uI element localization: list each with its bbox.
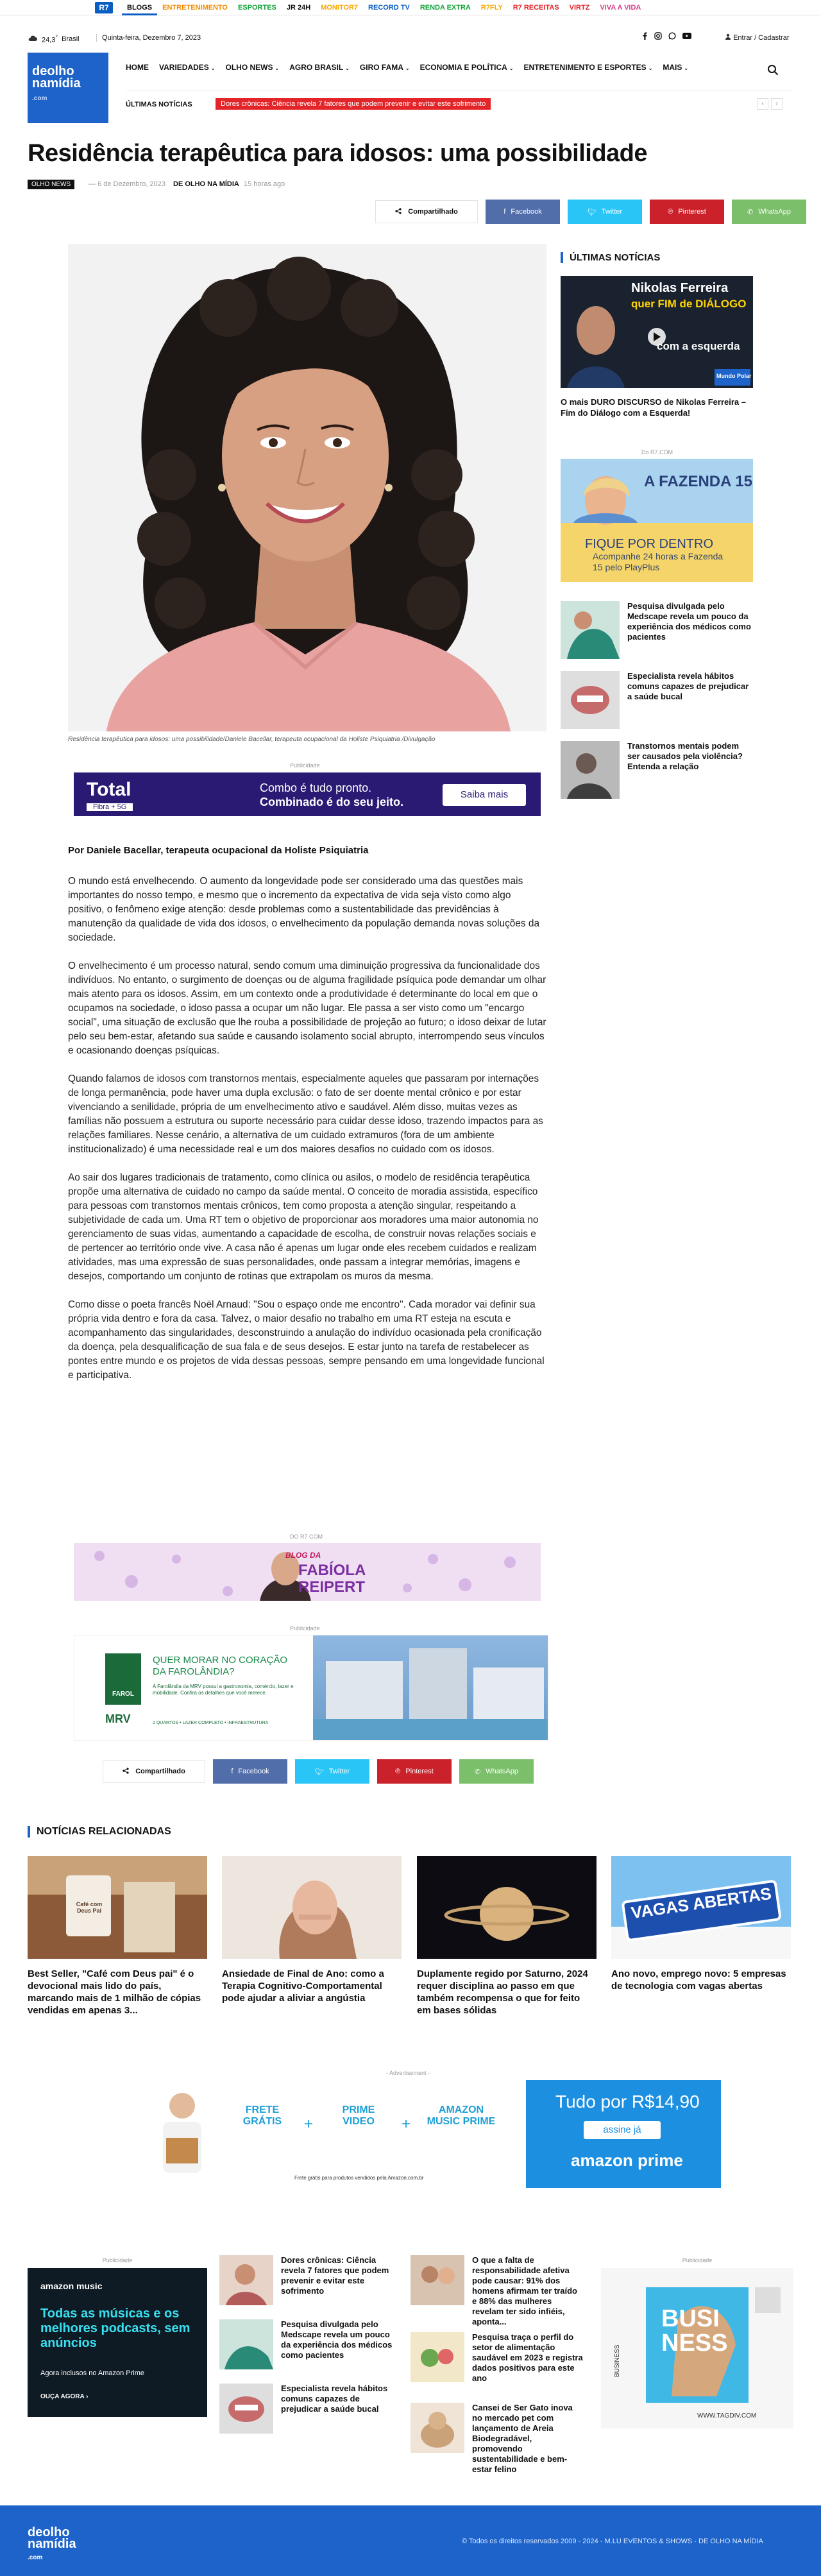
- sidebar-item[interactable]: Especialista revela hábitos comuns capazes de prejudicar a saúde bucal: [561, 671, 753, 729]
- amazon-music-ad[interactable]: amazon music Todas as músicas e os melhores podcasts, sem anúncios Agora inclusos no Amazon Prime OUÇA AGORA ›: [28, 2268, 207, 2417]
- ad-label: DO R7.COM: [290, 1533, 323, 1540]
- pinterest-share-button[interactable]: ℗ Pinterest: [377, 1759, 452, 1784]
- search-icon[interactable]: [767, 64, 779, 79]
- article-byline: Por Daniele Bacellar, terapeuta ocupacional da Holiste Psiquiatria: [68, 845, 369, 856]
- share-label: Compartilhado: [103, 1760, 205, 1783]
- chevron-down-icon: ⌄: [210, 65, 216, 71]
- blog-fabiola-banner[interactable]: BLOG DA FABÍOLA REIPERT: [74, 1543, 541, 1601]
- article-hero-image: [68, 244, 546, 731]
- article-body: [68, 874, 546, 1397]
- site-logo[interactable]: deolho namídia .com: [28, 53, 108, 123]
- r7-nav: [122, 0, 646, 15]
- related-image: [28, 1856, 207, 1959]
- footer-news-item[interactable]: Especialista revela hábitos comuns capazes de prejudicar a saúde bucal: [219, 2384, 393, 2434]
- r7-nav-item[interactable]: RENDA EXTRA: [419, 4, 471, 12]
- mrv-logo: MRV: [105, 1712, 131, 1725]
- chevron-down-icon: ⌄: [405, 65, 410, 71]
- ticker-label: ÚLTIMAS NOTÍCIAS: [126, 101, 192, 108]
- sidebar-item-image: [561, 741, 620, 799]
- amazon-prime-banner[interactable]: FRETE GRÁTIS + PRIME VIDEO + AMAZON MUSIC PRIME Frete grátis para produtos vendidos pela Amazon.com.br Tudo por R$14,90 assine já amazon prime: [137, 2080, 721, 2188]
- youtube-icon[interactable]: [682, 32, 691, 42]
- chevron-left-icon[interactable]: ‹: [757, 98, 768, 110]
- main-nav-item[interactable]: ENTRETENIMENTO E ESPORTES ⌄: [523, 63, 653, 72]
- instagram-icon[interactable]: [654, 32, 662, 42]
- user-icon: [725, 34, 733, 42]
- chevron-down-icon: ⌄: [275, 65, 280, 71]
- article-date: — 6 de Dezembro, 2023: [89, 180, 165, 188]
- pinterest-icon: ℗: [668, 208, 673, 216]
- sidebar-item[interactable]: Pesquisa divulgada pelo Medscape revela um pouco da experiência dos médicos como pacientes: [561, 601, 753, 659]
- business-ad[interactable]: BUSI NESS BUSINESS WWW.TAGDIV.COM: [601, 2268, 793, 2428]
- article-paragraph: Ao sair dos lugares tradicionais de tratamento, como clínica ou asilos, o modelo de residência terapêutica propõe uma alternativa de cuidado no campo da saúde mental. O conceito de moradia assistida, específico para pessoas com transtornos mentais crônicos, tem como proposta a atenção singular, respeitando a subjetividade de cada um. Uma RT tem o objetivo de proporcionar aos moradores uma maior autonomia no gerenciamento de suas vidas, aumentando a capacidade de escolha, de construir novas relações sociais e de pertencer ao território onde vive. A casa não é apenas um lugar onde eles recebem cuidados e realizam atividades, mas uma expressão de suas personalidades, onde passam a integrar memórias, imagens e desejos, comportando um conjunto de rotinas que extrapolam os muros da mesma.: [68, 1172, 539, 1282]
- related-item[interactable]: VAGAS ABERTAS Ano novo, emprego novo: 5 empresas de tecnologia com vagas abertas: [611, 1856, 791, 1992]
- total-cta-button[interactable]: Saiba mais: [443, 784, 526, 806]
- ad-label: Publicidade: [290, 762, 320, 769]
- share-label: Compartilhado: [375, 200, 478, 223]
- related-heading: NOTÍCIAS RELACIONADAS: [28, 1826, 171, 1838]
- blog-fabiola-title: FABÍOLA REIPERT: [298, 1562, 366, 1596]
- main-nav-item[interactable]: HOME: [126, 63, 149, 72]
- ad-label: Publicidade: [290, 1625, 320, 1632]
- prime-offer-panel: Tudo por R$14,90 assine já amazon prime: [526, 2080, 721, 2188]
- header-divider: [126, 90, 793, 91]
- r7-nav-item[interactable]: MONITOR7: [321, 4, 359, 12]
- main-nav-item[interactable]: VARIEDADES ⌄: [159, 63, 216, 72]
- share-bar-top: [375, 200, 806, 224]
- facebook-icon[interactable]: [641, 32, 648, 42]
- cloud-icon: [28, 35, 38, 44]
- current-date: Quinta-feira, Dezembro 7, 2023: [96, 34, 201, 42]
- main-nav-item[interactable]: GIRO FAMA ⌄: [359, 63, 410, 72]
- ad-label: Do R7.COM: [641, 449, 673, 456]
- r7-nav-item[interactable]: R7 RECEITAS: [512, 4, 559, 12]
- whatsapp-icon: ✆: [747, 208, 754, 216]
- mrv-ad-banner[interactable]: FAROL MRV QUER MORAR NO CORAÇÃO DA FAROLÂNDIA? A Farolândia da MRV possui a gastronomia, comércio, lazer e mobilidade. Confira os detalhes que você merece. 2 QUARTOS • LAZER COMPLETO • INFRAESTRUTURA: [74, 1635, 548, 1741]
- r7-nav-item[interactable]: ESPORTES: [237, 4, 276, 12]
- r7-nav-item[interactable]: VIRTZ: [569, 4, 590, 12]
- ad-label: - Advertisement -: [386, 2070, 430, 2076]
- r7-nav-item[interactable]: JR 24H: [286, 4, 311, 12]
- fazenda-ad-banner[interactable]: A FAZENDA 15 FIQUE POR DENTRO Acompanhe 24 horas a Fazenda 15 pelo PlayPlus: [561, 459, 753, 582]
- whatsapp-share-button[interactable]: ✆ WhatsApp: [732, 200, 806, 224]
- prime-cta-button[interactable]: assine já: [584, 2121, 661, 2139]
- footer-news-item[interactable]: Cansei de Ser Gato inova no mercado pet com lançamento de Areia Biodegradável, promovendo sustentabilidade e bem-estar felino: [410, 2403, 584, 2475]
- related-image: [222, 1856, 402, 1959]
- footer-logo[interactable]: deolho namídia .com: [28, 2525, 76, 2561]
- mrv-building-image: [313, 1635, 548, 1741]
- footer-news-item[interactable]: O que a falta de responsabilidade afetiva pode causar: 91% dos homens afirmam ter traído e 88% das mulheres revelam ter sido infiéis, aponta...: [410, 2255, 584, 2327]
- chevron-down-icon: ⌄: [648, 65, 653, 71]
- facebook-share-button[interactable]: f Facebook: [213, 1759, 287, 1784]
- sidebar-lead-image[interactable]: Nikolas Ferreira quer FIM de DIÁLOGO com a esquerda Mundo Polar: [561, 276, 753, 388]
- ad-label: Publicidade: [102, 2257, 133, 2264]
- share-icon: [395, 208, 402, 216]
- twitter-share-button[interactable]: 🐦︎ Twitter: [568, 200, 642, 224]
- sidebar-item-image: [561, 671, 620, 729]
- footer-news-item[interactable]: Pesquisa traça o perfil do setor de alimentação saudável em 2023 e registra dados positivos para este ano: [410, 2332, 584, 2384]
- sidebar-heading: ÚLTIMAS NOTÍCIAS: [561, 252, 660, 263]
- r7-nav-item[interactable]: BLOGS: [122, 0, 157, 15]
- category-badge[interactable]: OLHO NEWS: [28, 180, 74, 189]
- twitter-icon: 🐦︎: [314, 1768, 324, 1776]
- main-nav-item[interactable]: MAIS ⌄: [663, 63, 689, 72]
- chevron-down-icon: ⌄: [509, 65, 514, 71]
- facebook-icon: f: [231, 1768, 233, 1775]
- r7-logo[interactable]: R7: [95, 2, 113, 13]
- total-logo: Total: [87, 779, 131, 800]
- r7-nav-item[interactable]: VIVA A VIDA: [600, 4, 641, 12]
- sidebar-lead-title[interactable]: O mais DURO DISCURSO de Nikolas Ferreira – Fim do Diálogo com a Esquerda!: [561, 397, 746, 418]
- related-item[interactable]: Café com Deus Pai Best Seller, "Café com Deus pai" é o devocional mais lido do país, marcando mais de 1 milhão de cópias vendidas em apenas 3...: [28, 1856, 207, 2017]
- r7-nav-item[interactable]: ENTRETENIMENTO: [162, 4, 228, 12]
- temperature: 24,3: [42, 36, 56, 44]
- chevron-right-icon[interactable]: ›: [771, 98, 783, 110]
- article-title: Residência terapêutica para idosos: uma possibilidade: [28, 140, 648, 167]
- main-nav-item[interactable]: ECONOMIA E POLÍTICA ⌄: [419, 63, 514, 72]
- amazon-music-cta[interactable]: OUÇA AGORA ›: [40, 2393, 89, 2400]
- weather-widget: 24,3° Brasil: [28, 34, 80, 44]
- whatsapp-icon[interactable]: [668, 32, 676, 42]
- twitter-icon: 🐦︎: [587, 208, 597, 216]
- sidebar-item[interactable]: Transtornos mentais podem ser causados pela violência? Entenda a relação: [561, 741, 753, 799]
- article-author[interactable]: DE OLHO NA MÍDIA: [173, 180, 239, 188]
- article-paragraph: O envelhecimento é um processo natural, sendo comum uma diminuição progressiva da funcionalidade dos indivíduos. No entanto, o surgimento de doenças ou de alguma fragilidade psíquica pode demandar um olhar mais atento para os idosos. Assim, em um contexto onde a produtividade é determinante do local em que o ocupamos na sociedade, o idoso passa a ocupar um não lugar. Ele passa a ser visto como um "encargo social", uma situação de exclusão que lhe rouba a possibilidade de projeção ao futuro; o idoso deixar de lutar pelo seu bem-estar, afetando sua saúde e causando isolamento social abrupto, interrompendo seus vínculos e ocasionando doenças psíquicas.: [68, 960, 546, 1056]
- related-image: [417, 1856, 597, 1959]
- footer-copyright: © Todos os direitos reservados 2009 - 2024 - M.LU EVENTOS & SHOWS - DE OLHO NA MÍDIA: [462, 2538, 763, 2545]
- total-ad-banner[interactable]: Total Fibra + 5G Combo é tudo pronto. Combinado é do seu jeito. Saiba mais: [74, 772, 541, 816]
- ticker-headline[interactable]: Dores crônicas: Ciência revela 7 fatores que podem prevenir e evitar este sofrimento: [216, 98, 491, 110]
- social-links: [641, 32, 691, 42]
- pinterest-icon: ℗: [395, 1768, 401, 1775]
- whatsapp-share-button[interactable]: ✆ WhatsApp: [459, 1759, 534, 1784]
- footer-news-item[interactable]: Dores crônicas: Ciência revela 7 fatores que podem prevenir e evitar este sofrimento: [219, 2255, 393, 2305]
- share-icon: [123, 1768, 129, 1776]
- related-item[interactable]: Duplamente regido por Saturno, 2024 requer disciplina ao passo em que também recompensa o que for feito em bases sólidas: [417, 1856, 597, 2017]
- r7-nav-item[interactable]: RECORD TV: [368, 4, 410, 12]
- related-item[interactable]: Ansiedade de Final de Ano: como a Terapia Cognitivo-Comportamental pode ajudar a aliviar a angústia: [222, 1856, 402, 2004]
- share-bar-bottom: [103, 1759, 534, 1784]
- ad-label: Publicidade: [682, 2257, 713, 2264]
- whatsapp-icon: ✆: [475, 1768, 481, 1776]
- main-nav: [126, 63, 688, 72]
- r7-nav-item[interactable]: R7FLY: [480, 4, 503, 12]
- article-paragraph: O mundo está envelhecendo. O aumento da longevidade pode ser considerado uma das questões mais importantes do nosso tempo, e mesmo que o incremento da expectativa de vida seja visto como algo positivo, o fenômeno exige atenção: desde problemas como a sustentabilidade das previdências à manutenção da qualidade de vida dos idosos, o envelhecimento da população demanda novas soluções da sociedade.: [68, 876, 540, 943]
- main-nav-item[interactable]: AGRO BRASIL ⌄: [289, 63, 350, 72]
- article-paragraph: Quando falamos de idosos com transtornos mentais, especialmente aqueles que passaram por internações de longa permanência, pode haver uma dupla exclusão: o fato de ser doente mental crônico e por estar vivenciando a senilidade, própria de um envelhecimento ativo e saudável. Além disso, muitas vezes as famílias não possuem a estrutura ou suporte necessário para cuidar desse idoso, trazendo impactos para as relações familiares. Nesse cenário, a alternativa de um cuidado extramuros (fora de um ambiente institucionalizado) é uma necessidade real e um dos maiores desafios no cuidado com os idosos.: [68, 1073, 543, 1155]
- login-link[interactable]: Entrar / Cadastrar: [725, 33, 789, 42]
- country: Brasil: [62, 35, 80, 43]
- image-caption: Residência terapêutica para idosos: uma possibilidade/Daniele Bacellar, terapeuta ocupacional da Holiste Psiquiatria /Divulgação: [68, 736, 436, 743]
- footer-news-item[interactable]: Pesquisa divulgada pelo Medscape revela um pouco da experiência dos médicos como pacientes: [219, 2319, 393, 2369]
- article-paragraph: Como disse o poeta francês Noël Arnaud: "Sou o espaço onde me encontro". Cada morador vai definir sua própria vida dentro e fora da casa. Talvez, o maior desafio no trabalho em uma RT esteja na escuta e acompanhamento das singularidades, desconstruindo a anulação do indivíduo ocasionada pela cronificação da doença, pela desqualificação de sua fala e de seus desejos. E estar junto na tarefa de restabelecer as pontes entre mundo e os projetos de vida dessas pessoas, sempre pensando em uma longevidade funcional e participativa.: [68, 1299, 545, 1381]
- main-nav-item[interactable]: OLHO NEWS ⌄: [225, 63, 280, 72]
- chevron-down-icon: ⌄: [684, 65, 689, 71]
- farol-logo: FAROL: [105, 1653, 141, 1705]
- facebook-share-button[interactable]: f Facebook: [486, 200, 560, 224]
- facebook-icon: f: [504, 208, 506, 216]
- pinterest-share-button[interactable]: ℗ Pinterest: [650, 200, 724, 224]
- chevron-down-icon: ⌄: [345, 65, 350, 71]
- sidebar-item-image: [561, 601, 620, 659]
- twitter-share-button[interactable]: 🐦︎ Twitter: [295, 1759, 369, 1784]
- article-ago: 15 horas ago: [244, 180, 285, 188]
